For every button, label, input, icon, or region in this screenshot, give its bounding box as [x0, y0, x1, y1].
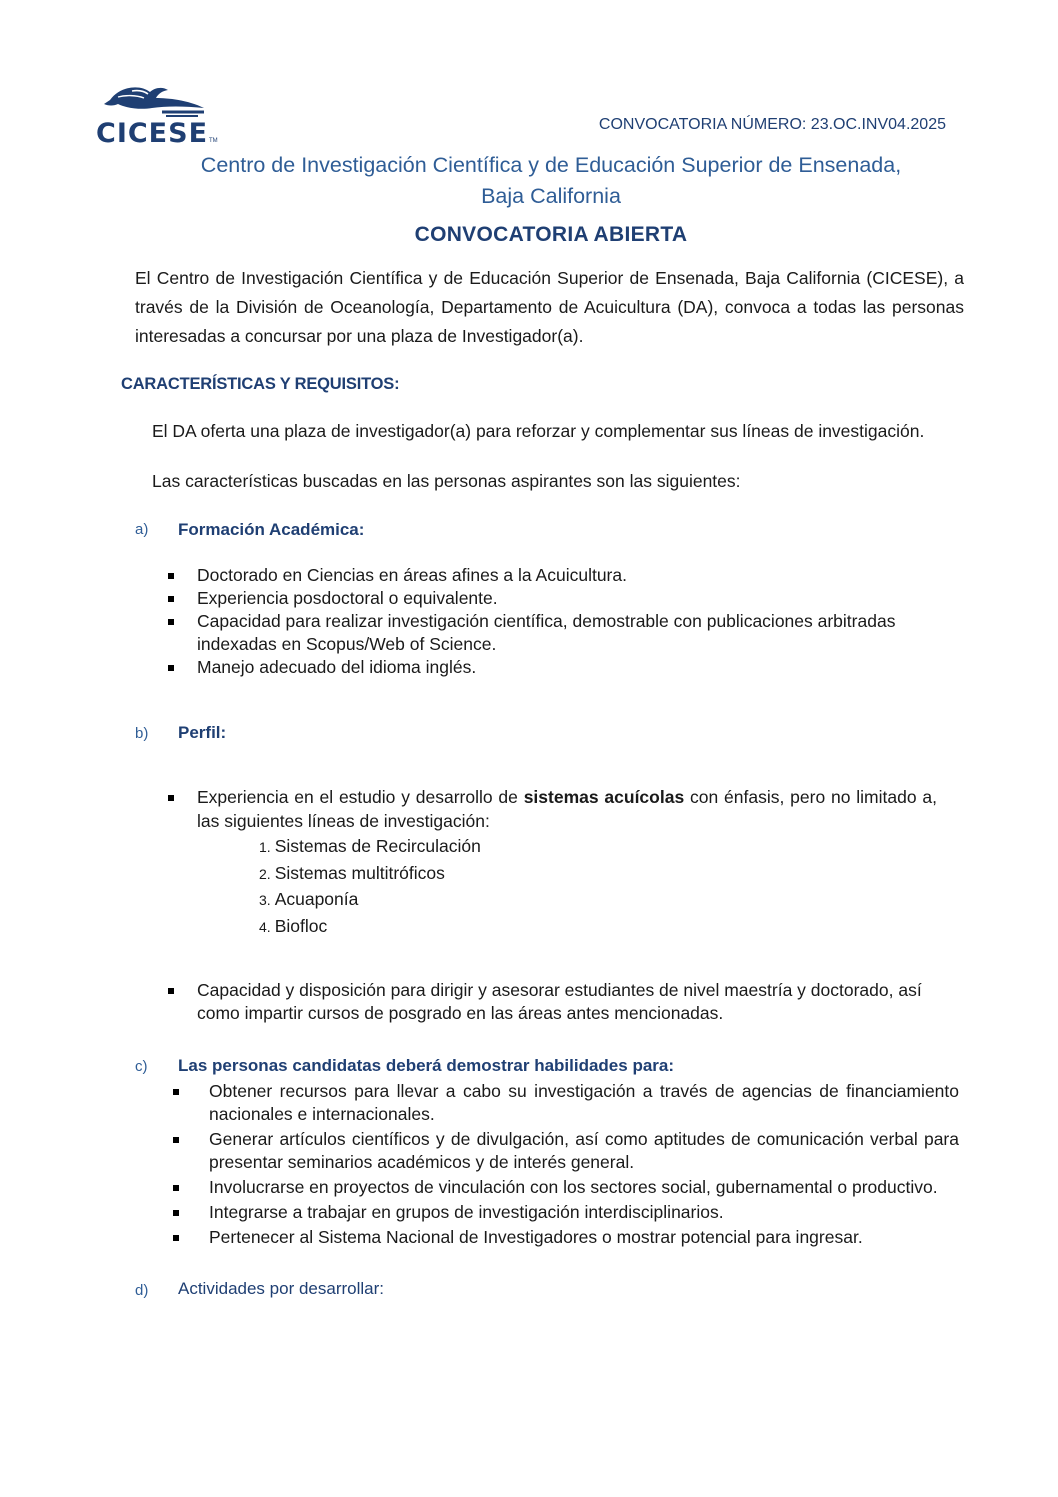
list-item: 3. Acuaponía: [259, 889, 359, 909]
section-a-marker: a): [135, 521, 149, 538]
list-item: 2. Sistemas multitróficos: [259, 862, 445, 883]
institution-name-line1: Centro de Investigación Científica y de Educación Superior de Ensenada,: [200, 153, 902, 177]
section-b-list-2: [197, 979, 957, 1025]
section-b-list-1: [197, 786, 937, 833]
list-item: Involucrarse en proyectos de vinculación con los sectores social, gubernamental o productivo.: [209, 1176, 959, 1199]
section-d-marker: d): [135, 1282, 149, 1299]
bullet-square-icon: [173, 1235, 179, 1241]
requirements-heading: CARACTERÍSTICAS Y REQUISITOS:: [121, 375, 400, 393]
research-lines-list: [259, 834, 481, 940]
cicese-pelican-logo-icon: [92, 82, 212, 122]
bullet-square-icon: [173, 1210, 179, 1216]
logo-trademark: TM: [209, 138, 218, 144]
section-b-heading: Perfil:: [178, 723, 227, 742]
list-item: Capacidad y disposición para dirigir y asesorar estudiantes de nivel maestría y doctorado, así como impartir cursos de posgrado en las áreas antes mencionadas.: [197, 979, 957, 1025]
bullet-square-icon: [173, 1089, 179, 1095]
bullet-square-icon: [168, 619, 174, 625]
section-d-heading: Actividades por desarrollar:: [178, 1279, 384, 1298]
list-item: Experiencia posdoctoral o equivalente.: [197, 587, 957, 610]
list-item: Doctorado en Ciencias en áreas afines a la Acuicultura.: [197, 564, 957, 587]
section-a-list: [197, 564, 957, 679]
section-a-heading: Formación Académica:: [178, 520, 365, 539]
bold-phrase: sistemas acuícolas: [523, 787, 685, 807]
institution-name-line2: Baja California: [481, 184, 621, 208]
section-c-list: [209, 1080, 959, 1249]
list-item: Integrarse a trabajar en grupos de investigación interdisciplinarios.: [209, 1201, 959, 1224]
bullet-square-icon: [168, 573, 174, 579]
list-item: Capacidad para realizar investigación científica, demostrable con publicaciones arbitradas indexadas en Scopus/Web of Science.: [197, 610, 957, 656]
bullet-square-icon: [168, 988, 174, 994]
list-item: Manejo adecuado del idioma inglés.: [197, 656, 957, 679]
bullet-square-icon: [168, 795, 174, 801]
section-c-heading: Las personas candidatas deberá demostrar habilidades para:: [178, 1056, 675, 1075]
bullet-square-icon: [173, 1185, 179, 1191]
logo-wordmark: CICESE: [96, 118, 209, 149]
section-c-marker: c): [135, 1058, 148, 1075]
convocatoria-number: CONVOCATORIA NÚMERO: 23.OC.INV04.2025: [598, 116, 946, 133]
bullet-square-icon: [168, 665, 174, 671]
list-item: Generar artículos científicos y de divulgación, así como aptitudes de comunicación verbal para presentar seminarios académicos y de interés general.: [209, 1128, 959, 1174]
list-item: 1. Sistemas de Recirculación: [259, 836, 481, 856]
requirements-paragraph-1: El DA oferta una plaza de investigador(a) para reforzar y complementar sus líneas de investigación.: [152, 421, 925, 441]
list-item: Experiencia en el estudio y desarrollo de sistemas acuícolas con énfasis, pero no limitado a, las siguientes líneas de investigación:: [197, 786, 937, 833]
list-item: 4. Biofloc: [259, 915, 328, 936]
intro-paragraph: El Centro de Investigación Científica y de Educación Superior de Ensenada, Baja California (CICESE), a través de la División de Oceanología, Departamento de Acuicultura (DA), convoca a todas las personas interesadas a concursar por una plaza de Investigador(a).: [135, 268, 964, 346]
page-title: CONVOCATORIA ABIERTA: [414, 223, 688, 246]
bullet-square-icon: [173, 1137, 179, 1143]
list-item: Pertenecer al Sistema Nacional de Investigadores o mostrar potencial para ingresar.: [209, 1226, 959, 1249]
requirements-paragraph-2: Las características buscadas en las personas aspirantes son las siguientes:: [152, 471, 741, 491]
list-item: Obtener recursos para llevar a cabo su investigación a través de agencias de financiamiento nacionales e internacionales.: [209, 1080, 959, 1126]
section-b-marker: b): [135, 725, 149, 742]
bullet-square-icon: [168, 596, 174, 602]
